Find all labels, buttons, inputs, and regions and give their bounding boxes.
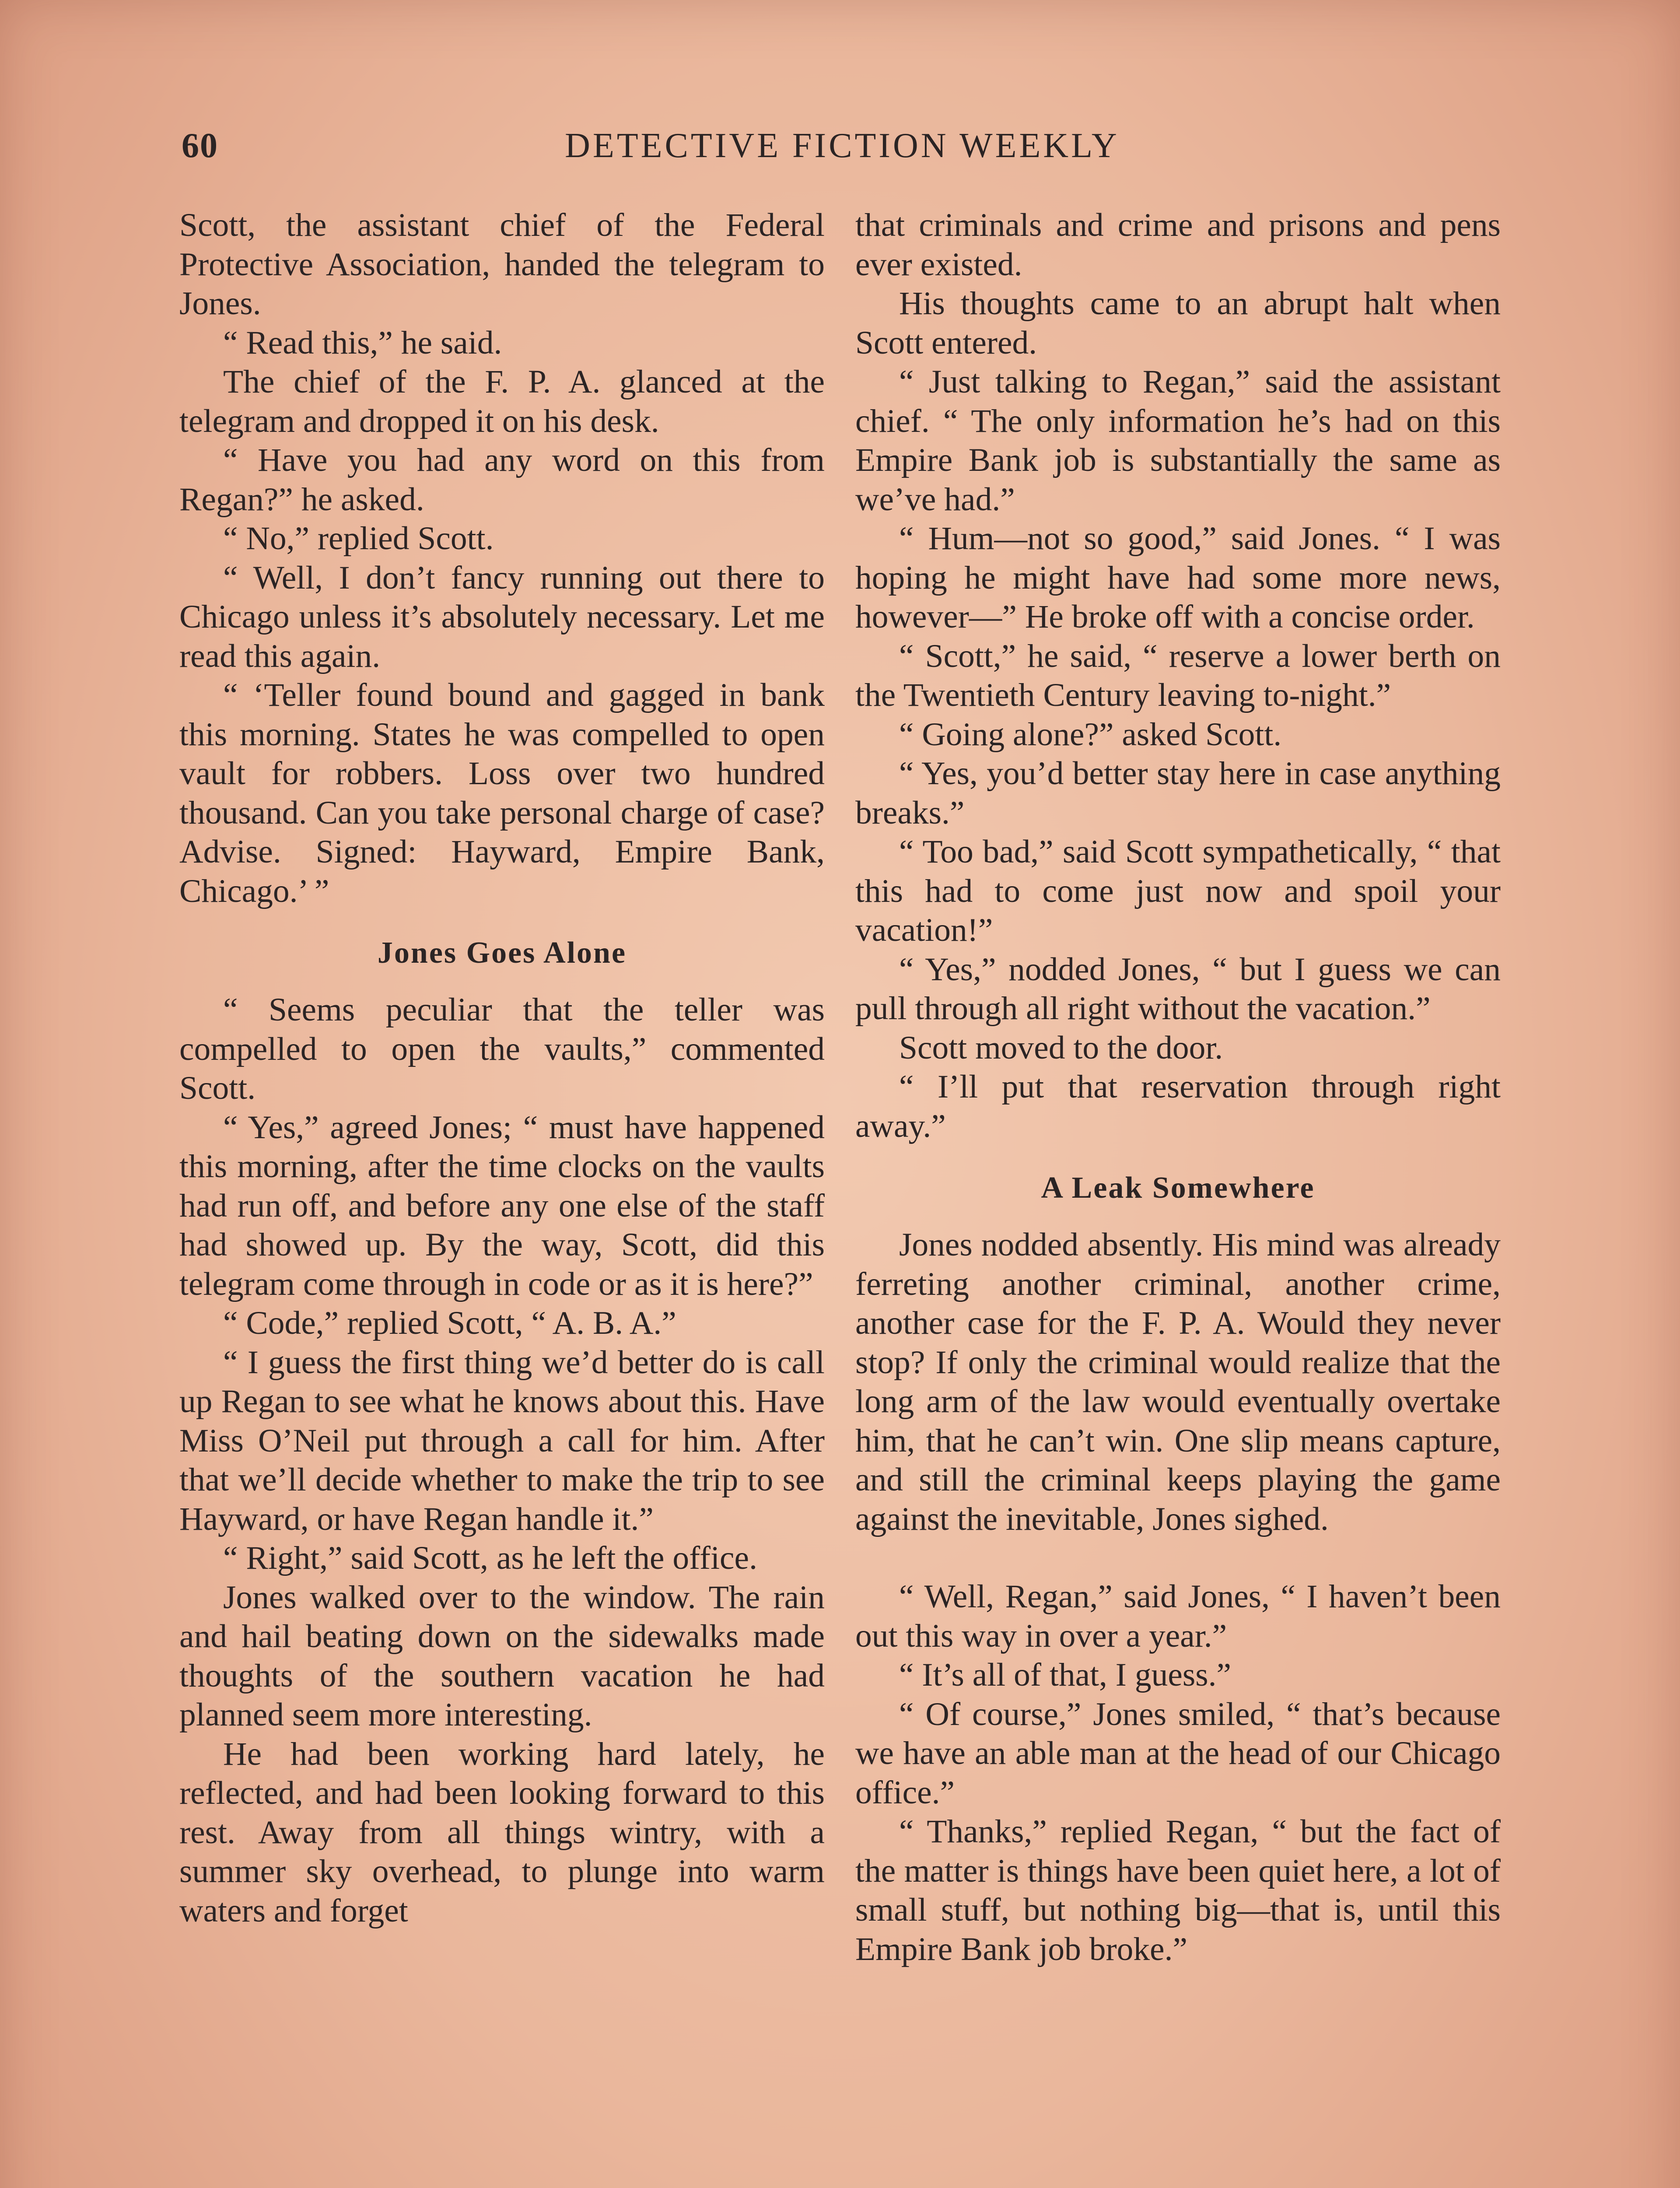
paragraph: “ Yes,” nodded Jones, “ but I guess we can pull through all right without the vacation.”	[855, 951, 1501, 1027]
running-title: DETECTIVE FICTION WEEKLY	[565, 126, 1120, 165]
paragraph: He had been working hard lately, he reflected, and had been looking forward to this rest. Away from all things wintry, with a summer sky overhead, to plunge into warm waters and forget	[179, 1736, 825, 1929]
section-break	[855, 1539, 1501, 1577]
paragraph: “ Thanks,” replied Regan, “ but the fact of the matter is things have been quiet here, a lot of small stuff, but nothing big—that is, until this Empire Bank job broke.”	[855, 1813, 1501, 1967]
left-column	[179, 206, 825, 1930]
page-number: 60	[182, 126, 218, 165]
paragraph: “ Scott,” he said, “ reserve a lower berth on the Twentieth Century leaving to-night.”	[855, 638, 1501, 713]
paragraph: “ Too bad,” said Scott sympathetically, “ that this had to come just now and spoil your vacation!”	[855, 834, 1501, 948]
page-header	[182, 126, 1503, 174]
paragraph: “ Code,” replied Scott, “ A. B. A.”	[223, 1305, 676, 1341]
paragraph: “ Well, I don’t fancy running out there to Chicago unless it’s absolutely necessary. Let me read this again.	[179, 559, 825, 674]
paragraph: “ Have you had any word on this from Regan?” he asked.	[179, 442, 825, 518]
paragraph: “ Going alone?” asked Scott.	[899, 716, 1282, 753]
paragraph: “ ‘Teller found bound and gagged in bank this morning. States he was compelled to open vault for robbers. Loss over two hundred thousand. Can you take personal charge of case? Advise. Signed: Hayward, Empire Bank, Chicago.’ ”	[179, 677, 825, 909]
paragraph: “ Of course,” Jones smiled, “ that’s because we have an able man at the head of our Chicago office.”	[855, 1696, 1501, 1811]
paragraph: “ Well, Regan,” said Jones, “ I haven’t been out this way in over a year.”	[855, 1578, 1501, 1654]
paragraph-continuation: that criminals and crime and prisons and pens ever existed.	[855, 207, 1501, 283]
paragraph: “ Read this,” he said.	[223, 324, 502, 361]
paragraph: His thoughts came to an abrupt halt when Scott entered.	[855, 285, 1501, 361]
paragraph: “ Right,” said Scott, as he left the office.	[223, 1540, 757, 1576]
paragraph: “ No,” replied Scott.	[223, 520, 494, 557]
paragraph: “ I guess the first thing we’d better do is call up Regan to see what he knows about this. Have Miss O’Neil put through a call for him. After that we’ll decide whether to make the trip to see Hayward, or have Regan handle it.”	[179, 1344, 825, 1537]
paragraph: “ Seems peculiar that the teller was compelled to open the vaults,” commented Scott.	[179, 992, 825, 1106]
paragraph: Scott moved to the door.	[899, 1029, 1223, 1066]
paragraph: “ Yes, you’d better stay here in case anything breaks.”	[855, 755, 1501, 831]
right-column	[855, 206, 1501, 1969]
paragraph: The chief of the F. P. A. glanced at the telegram and dropped it on his desk.	[179, 364, 825, 439]
section-heading: A Leak Somewhere	[1041, 1171, 1315, 1205]
paragraph: “ It’s all of that, I guess.”	[899, 1657, 1231, 1693]
paragraph: Jones nodded absently. His mind was already ferreting another criminal, another crime, another case for the F. P. A. Would they never stop? If only the criminal would realize that the long arm of the law would eventually overtake him, that he can’t win. One slip means capture, and still the criminal keeps playing the game against the inevitable, Jones sighed.	[855, 1227, 1501, 1537]
paragraph: “ I’ll put that reservation through right away.”	[855, 1069, 1501, 1144]
paragraph: “ Just talking to Regan,” said the assistant chief. “ The only information he’s had on this Empire Bank job is substantially the same as we’ve had.”	[855, 364, 1501, 518]
paragraph: “ Yes,” agreed Jones; “ must have happened this morning, after the time clocks on the vaults had run off, and before any one else of the staff had showed up. By the way, Scott, did this telegram come through in code or as it is here?”	[179, 1109, 825, 1302]
paragraph: Scott, the assistant chief of the Federal Protective Association, handed the telegram to Jones.	[179, 207, 825, 322]
paragraph: “ Hum—not so good,” said Jones. “ I was hoping he might have had some more news, however—” He broke off with a concise order.	[855, 520, 1501, 635]
paragraph: Jones walked over to the window. The rain and hail beating down on the sidewalks made thoughts of the southern vacation he had planned seem more interesting.	[179, 1579, 825, 1733]
section-heading: Jones Goes Alone	[377, 936, 627, 970]
